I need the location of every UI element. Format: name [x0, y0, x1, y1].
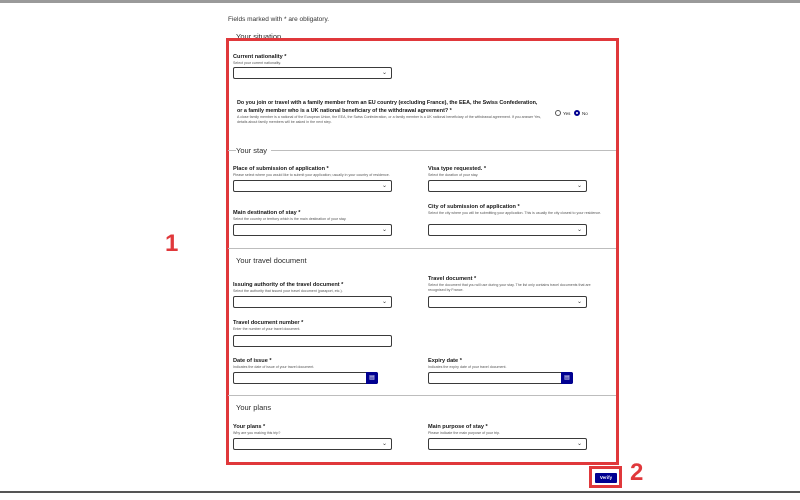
- document-number-input[interactable]: [233, 335, 392, 347]
- issuing-authority-select[interactable]: [233, 296, 392, 308]
- issuing-authority-label: Issuing authority of the travel document *: [233, 282, 344, 288]
- expiry-date-input[interactable]: [428, 372, 573, 384]
- obligatory-note: Fields marked with * are obligatory.: [228, 16, 330, 23]
- plans-help: Why are you making this trip?: [233, 431, 281, 435]
- date-issue-input[interactable]: [233, 372, 378, 384]
- chevron-down-icon: ⌄: [576, 441, 582, 447]
- chevron-down-icon: ⌄: [381, 227, 387, 233]
- date-issue-label: Date of issue *: [233, 358, 272, 364]
- callout-verify-number: 2: [630, 459, 644, 486]
- main-destination-select[interactable]: [233, 224, 392, 236]
- verify-button[interactable]: Verify: [595, 473, 617, 483]
- visa-type-help: Select the duration of your stay.: [428, 173, 479, 177]
- family-question: Do you join or travel with a family member from an EU country (excluding France), the EEA, the Swiss Confederation, or a family member who is a UK national beneficiary of the withdrawal agreement? *: [237, 100, 538, 114]
- expiry-date-label: Expiry date *: [428, 358, 462, 364]
- city-submission-select[interactable]: [428, 224, 587, 236]
- section-title-travel-document: Your travel document: [236, 256, 311, 265]
- section-divider-plans: [228, 395, 616, 396]
- issuing-authority-help: Select the authority that issued your travel document (passport, etc.).: [233, 289, 343, 293]
- family-radio-yes[interactable]: [555, 110, 561, 116]
- family-radio-no-label: No: [582, 111, 588, 116]
- family-radio-no[interactable]: [574, 110, 580, 116]
- section-title-situation: Your situation: [236, 32, 285, 41]
- nationality-label: Current nationality *: [233, 54, 287, 60]
- bottom-divider: [0, 491, 800, 493]
- purpose-help: Please indicate the main purpose of your trip.: [428, 431, 501, 435]
- main-destination-help: Select the country or territory which is the main destination of your stay.: [233, 217, 347, 221]
- travel-document-select[interactable]: [428, 296, 587, 308]
- city-submission-label: City of submission of application *: [428, 204, 520, 210]
- place-submission-label: Place of submission of application *: [233, 166, 329, 172]
- chevron-down-icon: ⌄: [576, 299, 582, 305]
- chevron-down-icon: ⌄: [576, 227, 582, 233]
- family-radio-yes-label: Yes: [563, 111, 571, 116]
- chevron-down-icon: ⌄: [381, 441, 387, 447]
- chevron-down-icon: ⌄: [381, 183, 387, 189]
- top-divider: [0, 0, 800, 3]
- document-number-label: Travel document number *: [233, 320, 304, 326]
- date-issue-help: Indicates the date of issue of your travel document.: [233, 365, 315, 369]
- nationality-select[interactable]: [233, 67, 392, 79]
- city-submission-help: Select the city where you will be submitting your application. This is usually the city closest to your residence.: [428, 211, 602, 215]
- chevron-down-icon: ⌄: [381, 299, 387, 305]
- section-title-plans: Your plans: [236, 403, 275, 412]
- section-title-stay: Your stay: [236, 146, 271, 155]
- purpose-label: Main purpose of stay *: [428, 424, 488, 430]
- travel-document-help: Select the document that you will use during your stay. The list only contains travel documents that are recognised by France.: [428, 283, 591, 292]
- travel-document-label: Travel document *: [428, 276, 477, 282]
- purpose-select[interactable]: [428, 438, 587, 450]
- place-submission-select[interactable]: [233, 180, 392, 192]
- place-submission-help: Please select where you would like to submit your application; usually in your country of residence.: [233, 173, 390, 177]
- main-destination-label: Main destination of stay *: [233, 210, 301, 216]
- plans-select[interactable]: [233, 438, 392, 450]
- callout-form-number: 1: [165, 230, 179, 257]
- family-question-help: A close family member is a national of the European Union, the EEA, the Swiss Confederation, or a family member is a UK national beneficiary of the withdrawal agreement. If you answer Yes, details about family members will be asked in the next step.: [237, 115, 542, 124]
- chevron-down-icon: ⌄: [381, 70, 387, 76]
- document-number-help: Enter the number of your travel document.: [233, 327, 301, 331]
- expiry-date-help: Indicates the expiry date of your travel document.: [428, 365, 507, 369]
- calendar-icon[interactable]: ▤: [366, 372, 378, 384]
- chevron-down-icon: ⌄: [576, 183, 582, 189]
- visa-type-label: Visa type requested. *: [428, 166, 487, 172]
- nationality-help: Select your current nationality.: [233, 61, 282, 65]
- calendar-icon[interactable]: ▤: [561, 372, 573, 384]
- section-divider-travel-document: [228, 248, 616, 249]
- section-divider-stay: [228, 150, 616, 151]
- visa-type-select[interactable]: [428, 180, 587, 192]
- plans-label: Your plans *: [233, 424, 266, 430]
